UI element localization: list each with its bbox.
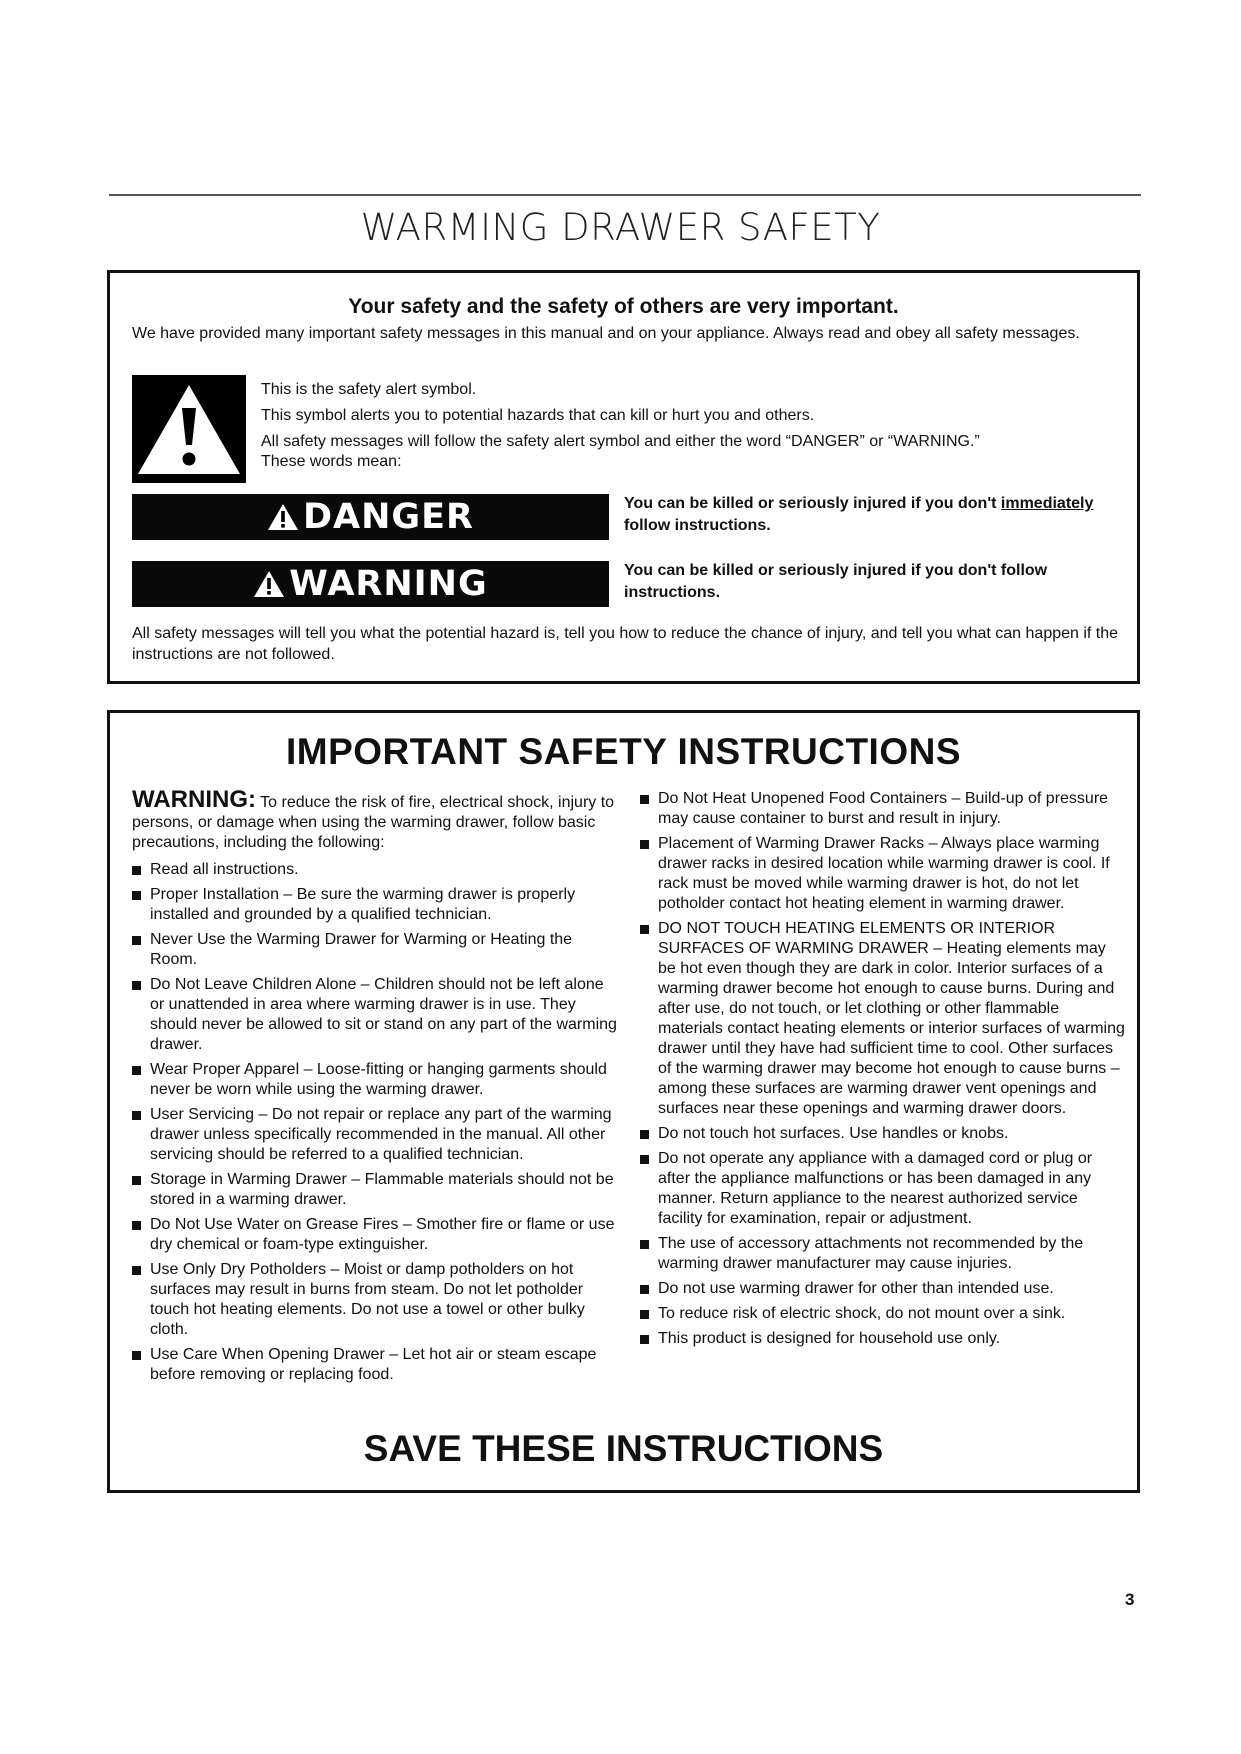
bullet-icon bbox=[640, 840, 649, 849]
bullet-icon bbox=[640, 1310, 649, 1319]
list-item-text: Never Use the Warming Drawer for Warming or Heating the Room. bbox=[150, 931, 573, 968]
danger-alert-icon bbox=[267, 502, 299, 532]
save-instructions-heading: SAVE THESE INSTRUCTIONS bbox=[363, 1428, 884, 1469]
list-item-text: Do not operate any appliance with a damaged cord or plug or after the appliance malfunctions or has been damaged in any manner. Return appliance to the nearest authorized service facility for examination, repair or adjustment. bbox=[658, 1150, 1093, 1227]
list-item-text: Proper Installation – Be sure the warming drawer is properly installed and grounded by a qualified technician. bbox=[150, 886, 576, 923]
bullet-icon bbox=[132, 981, 141, 990]
danger-meaning bbox=[624, 493, 1124, 537]
list-item bbox=[132, 860, 620, 880]
safety-heading: Your safety and the safety of others are very important. bbox=[348, 295, 899, 318]
bullet-icon bbox=[132, 1066, 141, 1075]
safety-intro: We have provided many important safety messages in this manual and on your appliance. Always read and obey all safety messages. bbox=[132, 325, 1080, 342]
list-item-text: Storage in Warming Drawer – Flammable materials should not be stored in a warming drawer. bbox=[150, 1171, 614, 1208]
important-instructions-box bbox=[107, 710, 1140, 1493]
list-item-text: Wear Proper Apparel – Loose-fitting or hanging garments should never be worn while using the warming drawer. bbox=[150, 1061, 607, 1098]
list-item bbox=[640, 919, 1126, 1119]
list-item bbox=[640, 1304, 1126, 1324]
warning-alert-icon bbox=[253, 569, 285, 599]
list-item bbox=[640, 1279, 1126, 1299]
list-item bbox=[132, 1215, 620, 1255]
list-item-text: The use of accessory attachments not recommended by the warming drawer manufacturer may cause injuries. bbox=[658, 1235, 1084, 1272]
list-item bbox=[132, 975, 620, 1055]
bullet-icon bbox=[640, 925, 649, 934]
danger-meaning-text: You can be killed or seriously injured if you don't bbox=[624, 495, 1001, 512]
safety-message-box bbox=[107, 270, 1140, 684]
list-item-text: Do Not Use Water on Grease Fires – Smother fire or flame or use dry chemical or foam-type extinguisher. bbox=[150, 1216, 615, 1253]
list-item-text: DO NOT TOUCH HEATING ELEMENTS OR INTERIOR SURFACES OF WARMING DRAWER – Heating elements may be hot even though they are dark in color. Interior surfaces of a warming drawer become hot enough to cause burns. During and after use, do not touch, or let clothing or other flammable materials contact heating elements or interior surfaces of warming drawer until they have had sufficient time to cool. Other surfaces of the warming drawer may become hot enough to cause burns – among these surfaces are warming drawer vent openings and surfaces near these openings and warming drawer doors. bbox=[658, 920, 1125, 1117]
right-column bbox=[640, 789, 1126, 1354]
bullet-icon bbox=[132, 936, 141, 945]
warning-lead bbox=[132, 786, 620, 853]
warning-word: WARNING: bbox=[132, 786, 256, 813]
list-item bbox=[132, 1060, 620, 1100]
list-item bbox=[640, 834, 1126, 914]
list-item-text: To reduce risk of electric shock, do not mount over a sink. bbox=[658, 1305, 1066, 1322]
bullet-icon bbox=[640, 1130, 649, 1139]
page-number: 3 bbox=[1125, 1590, 1135, 1609]
list-item-text: Do Not Leave Children Alone – Children should not be left alone or unattended in area where warming drawer is in use. They should never be allowed to sit or stand on any part of the warming drawer. bbox=[150, 976, 617, 1053]
bullet-icon bbox=[640, 1335, 649, 1344]
alert-explanation bbox=[261, 380, 1081, 478]
list-item bbox=[640, 789, 1126, 829]
list-item-text: Read all instructions. bbox=[150, 861, 299, 878]
safety-outro: All safety messages will tell you what the potential hazard is, tell you how to reduce the chance of injury, and tell you what can happen if the instructions are not followed. bbox=[132, 625, 1119, 663]
danger-label: DANGER bbox=[302, 497, 475, 537]
danger-signal-bar bbox=[132, 494, 609, 540]
list-item bbox=[640, 1149, 1126, 1229]
list-item-text: Use Only Dry Potholders – Moist or damp potholders on hot surfaces may result in burns from steam. Do not let potholder touch hot heating elements. Do not use a towel or other bulky cloth. bbox=[150, 1261, 585, 1338]
alert-line: This symbol alerts you to potential hazards that can kill or hurt you and others. bbox=[261, 407, 815, 424]
danger-meaning-underlined: immediately bbox=[1000, 495, 1094, 512]
list-item-text: Use Care When Opening Drawer – Let hot air or steam escape before removing or replacing food. bbox=[150, 1346, 597, 1383]
safety-alert-icon bbox=[132, 375, 246, 483]
bullet-icon bbox=[132, 1221, 141, 1230]
list-item bbox=[640, 1234, 1126, 1274]
list-item bbox=[640, 1124, 1126, 1144]
bullet-icon bbox=[640, 1155, 649, 1164]
top-rule bbox=[109, 194, 1141, 196]
warning-meaning: You can be killed or seriously injured if you don't follow instructions. bbox=[624, 562, 1048, 601]
bullet-icon bbox=[640, 795, 649, 804]
instructions-heading: IMPORTANT SAFETY INSTRUCTIONS bbox=[285, 731, 962, 772]
alert-line: These words mean: bbox=[261, 453, 402, 470]
list-item bbox=[132, 885, 620, 925]
list-item bbox=[640, 1329, 1126, 1349]
alert-line: This is the safety alert symbol. bbox=[261, 381, 477, 398]
bullet-icon bbox=[132, 866, 141, 875]
bullet-icon bbox=[132, 1266, 141, 1275]
list-item bbox=[132, 930, 620, 970]
list-item bbox=[132, 1105, 620, 1165]
warning-lead-text: To reduce the risk of fire, electrical shock, injury to persons, or damage when using the warming drawer, follow basic precautions, including the following: bbox=[132, 794, 615, 851]
right-instruction-list bbox=[640, 789, 1126, 1349]
list-item-text: This product is designed for household use only. bbox=[658, 1330, 1001, 1347]
list-item-text: Do Not Heat Unopened Food Containers – Build-up of pressure may cause container to burst and result in injury. bbox=[658, 790, 1109, 827]
list-item bbox=[132, 1170, 620, 1210]
list-item-text: Do not use warming drawer for other than intended use. bbox=[658, 1280, 1054, 1297]
list-item bbox=[132, 1260, 620, 1340]
bullet-icon bbox=[132, 1176, 141, 1185]
list-item bbox=[132, 1345, 620, 1385]
bullet-icon bbox=[640, 1285, 649, 1294]
left-column bbox=[132, 786, 620, 1390]
bullet-icon bbox=[132, 1111, 141, 1120]
warning-label: WARNING bbox=[289, 564, 488, 604]
bullet-icon bbox=[132, 1351, 141, 1360]
bullet-icon bbox=[640, 1240, 649, 1249]
list-item-text: User Servicing – Do not repair or replace any part of the warming drawer unless specifically recommended in the manual. All other servicing should be referred to a qualified technician. bbox=[150, 1106, 612, 1163]
alert-line: All safety messages will follow the safety alert symbol and either the word “DANGER” or “WARNING.” bbox=[261, 433, 980, 450]
list-item-text: Do not touch hot surfaces. Use handles or knobs. bbox=[658, 1125, 1009, 1142]
danger-meaning-end: follow instructions. bbox=[624, 517, 771, 534]
page-title: WARMING DRAWER SAFETY bbox=[360, 206, 881, 249]
bullet-icon bbox=[132, 891, 141, 900]
warning-signal-bar bbox=[132, 561, 609, 607]
left-instruction-list bbox=[132, 860, 620, 1385]
list-item-text: Placement of Warming Drawer Racks – Always place warming drawer racks in desired location while warming drawer is cool. If rack must be moved while warming drawer is hot, do not let potholder contact hot heating element in warming drawer. bbox=[658, 835, 1110, 912]
